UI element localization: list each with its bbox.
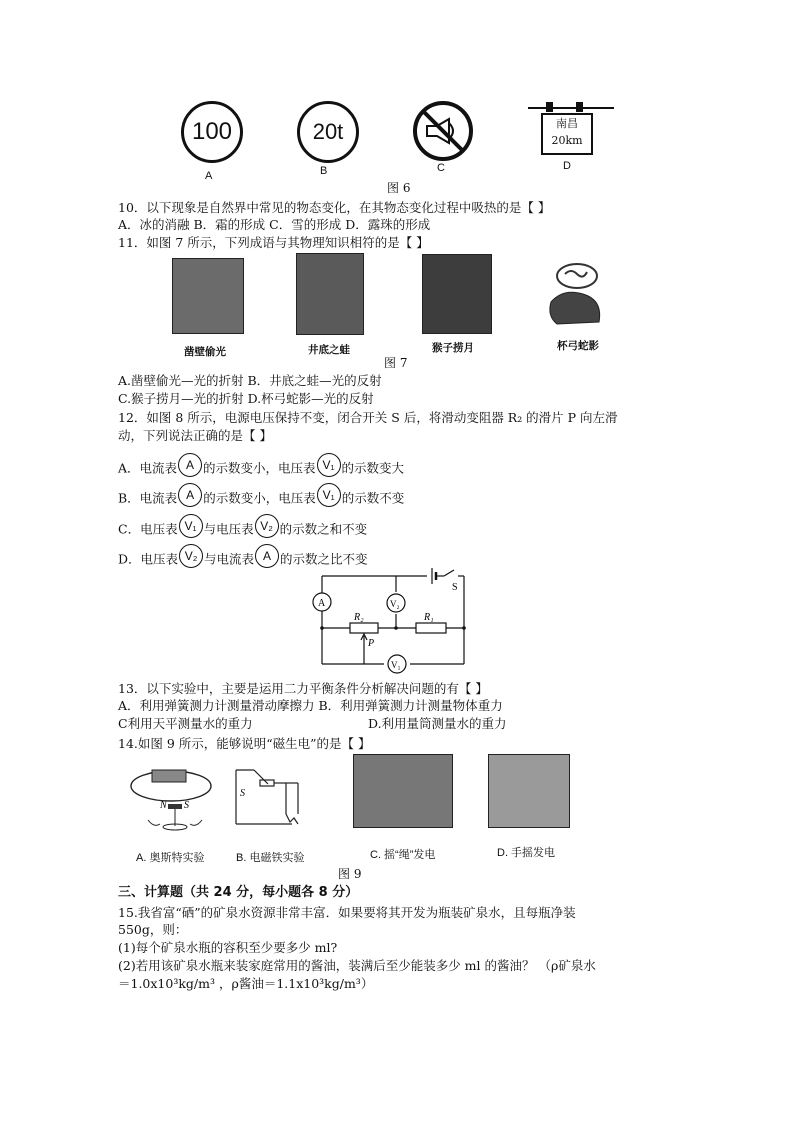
idiom-label-2: 井底之蛙: [308, 344, 350, 356]
fig6-caption: 图 6: [387, 181, 411, 195]
q12-a-text-1: A．电流表: [118, 460, 178, 476]
compass-s-label: S: [184, 800, 189, 811]
q12-c-text-2: 与电压表: [203, 521, 254, 537]
ammeter-symbol: A: [255, 544, 279, 568]
q12-option-b: [118, 487, 404, 511]
q12-b-text-3: 的示数不变: [341, 490, 405, 506]
sign-d: [541, 113, 593, 155]
ammeter-symbol: A: [178, 483, 202, 507]
voltmeter-symbol: V₂: [179, 544, 203, 568]
circuit-diagram: [312, 562, 474, 682]
q12-a-text-3: 的示数变大: [341, 460, 405, 476]
q12-b-text-2: 的示数变小，电压表: [203, 490, 316, 506]
circuit-ammeter-label: A: [318, 598, 326, 609]
q10-stem: 10．以下现象是自然界中常见的物态变化，在其物态变化过程中吸热的是【 】: [118, 200, 551, 215]
q12-d-text-2: 与电流表: [204, 551, 255, 567]
fig9-caption: 图 9: [338, 867, 362, 881]
idiom-image-4: [543, 258, 607, 330]
q13-option-c: C利用天平测量水的重力: [118, 716, 253, 731]
sign-c-label: C: [437, 162, 445, 174]
q15-line-2: 550g，则：: [118, 922, 188, 937]
q12-d-text-1: D．电压表: [118, 551, 179, 567]
q12-option-a: [118, 457, 404, 481]
q14-stem: 14.如图 9 所示，能够说明“磁生电”的是【 】: [118, 736, 371, 751]
circuit-v2-label: V₂: [390, 599, 400, 609]
idiom-image-2: [296, 253, 364, 335]
q15-line-3: (1)每个矿泉水瓶的容积至少要多少 ml?: [118, 940, 338, 955]
sign-b-label: B: [320, 165, 328, 177]
voltmeter-symbol: V₁: [317, 453, 341, 477]
section-3-title: 三、计算题（共 24 分，每小题各 8 分）: [118, 885, 359, 900]
q11-options-ab: A.凿壁偷光—光的折射 B．井底之蛙—光的反射: [118, 373, 382, 388]
electromagnet-experiment-sketch: [232, 766, 312, 832]
sign-d-label: D: [563, 160, 571, 172]
q11-stem: 11．如图 7 所示，下列成语与其物理知识相符的是【 】: [118, 235, 429, 250]
circuit-r1-label: R₁: [424, 612, 434, 623]
rope-generator-photo: [353, 754, 453, 828]
sign-d-distance: 20km: [551, 134, 583, 147]
compass-n-label: N: [160, 800, 167, 811]
circuit-p-label: P: [368, 638, 375, 649]
q14-label-b: B. 电磁铁实验: [236, 852, 305, 864]
idiom-image-1: [172, 258, 244, 334]
sign-a: [181, 101, 243, 163]
q12-option-c: [118, 518, 367, 542]
voltmeter-symbol: V₂: [255, 514, 279, 538]
sign-b: [297, 101, 359, 163]
sign-d-city: 南昌: [556, 117, 578, 130]
q13-option-d: D.利用量筒测量水的重力: [368, 716, 507, 731]
switch-s-label: S: [240, 788, 245, 799]
idiom-label-1: 凿壁偷光: [184, 346, 226, 358]
q12-stem-1: 12．如图 8 所示，电源电压保持不变，闭合开关 S 后，将滑动变阻器 R₂ 的滑片 P 向左滑: [118, 410, 618, 425]
voltmeter-symbol: V₁: [179, 514, 203, 538]
q15-line-4: (2)若用该矿泉水瓶来装家庭常用的酱油，装满后至少能装多少 ml 的酱油？ （ρ矿泉水: [118, 958, 596, 973]
circuit-v1-label: V₁: [391, 660, 401, 670]
q12-stem-2: 动，下列说法正确的是【 】: [118, 428, 272, 443]
q12-d-text-3: 的示数之比不变: [280, 551, 368, 567]
q10-options: A．冰的消融 B．霜的形成 C．雪的形成 D．露珠的形成: [118, 217, 431, 232]
q14-label-d: D. 手摇发电: [497, 847, 556, 859]
circuit-switch-label: S: [452, 582, 458, 593]
q13-stem: 13．以下实验中，主要是运用二力平衡条件分析解决问题的有【 】: [118, 681, 488, 696]
q12-b-text-1: B．电流表: [118, 490, 178, 506]
ammeter-symbol: A: [178, 453, 202, 477]
idiom-image-3: [422, 254, 492, 334]
hand-generator-photo: [488, 754, 570, 828]
q11-options-cd: C.猴子捞月—光的折射 D.杯弓蛇影—光的反射: [118, 391, 374, 406]
q13-options-ab: A．利用弹簧测力计测量滑动摩擦力 B．利用弹簧测力计测量物体重力: [118, 698, 503, 713]
sign-a-text: 100: [191, 118, 233, 145]
q12-c-text-1: C．电压表: [118, 521, 178, 537]
q14-label-a: A. 奥斯特实验: [136, 852, 205, 864]
circuit-r2-label: R₂: [354, 612, 364, 623]
sign-a-label: A: [205, 170, 213, 182]
q12-c-text-3: 的示数之和不变: [279, 521, 368, 537]
q15-line-5: ＝1.0x10³kg/m³ ，ρ酱油＝1.1x10³kg/m³）: [118, 976, 374, 991]
no-horn-icon: [411, 99, 475, 163]
q14-label-c: C. 摇“绳”发电: [370, 849, 436, 861]
voltmeter-symbol: V₁: [317, 483, 341, 507]
idiom-label-3: 猴子捞月: [432, 342, 474, 354]
sign-b-text: 20t: [312, 119, 344, 144]
idiom-label-4: 杯弓蛇影: [557, 340, 599, 352]
q12-a-text-2: 的示数变小，电压表: [203, 460, 316, 476]
fig7-caption: 图 7: [384, 356, 408, 370]
oersted-experiment-sketch: [128, 764, 214, 836]
q15-line-1: 15.我省富“硒”的矿泉水资源非常丰富．如果要将其开发为瓶装矿泉水，且每瓶净装: [118, 905, 576, 920]
